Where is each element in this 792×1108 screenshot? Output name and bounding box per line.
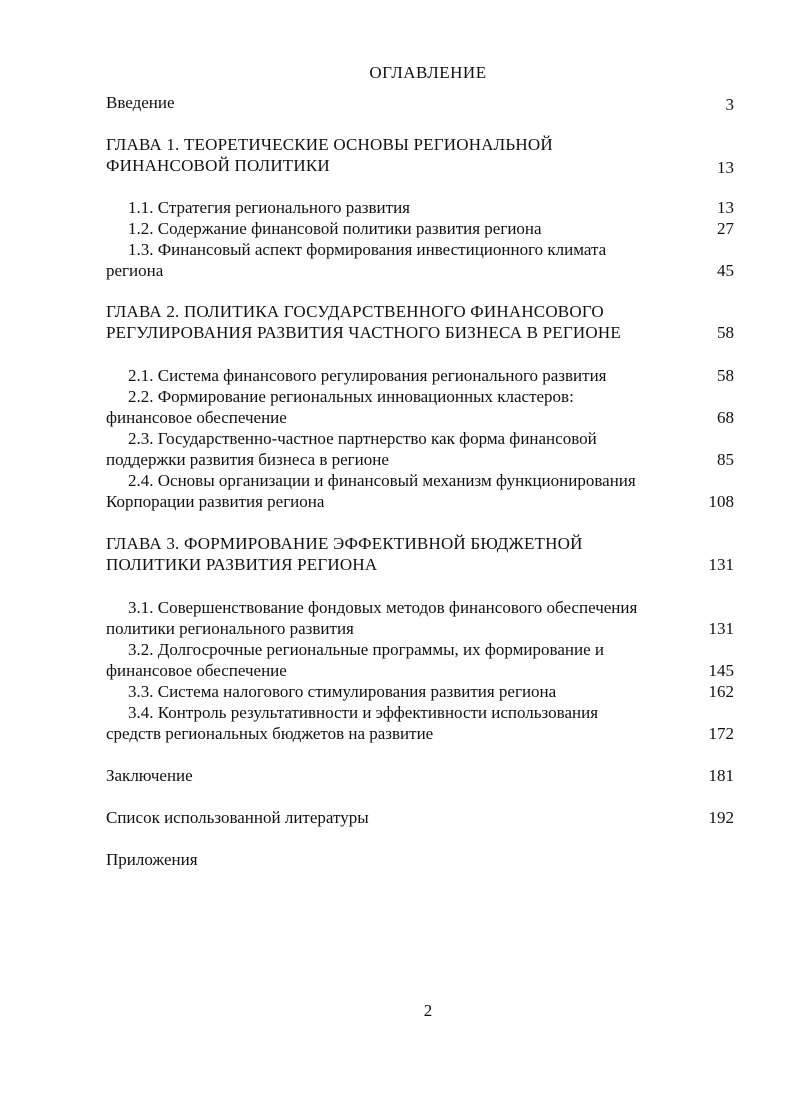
- chapter-title-line1: ГЛАВА 2. ПОЛИТИКА ГОСУДАРСТВЕННОГО ФИНАНСОВОГО: [106, 302, 604, 321]
- section-page: 27: [717, 219, 734, 238]
- toc-title: ОГЛАВЛЕНИЕ: [369, 63, 487, 82]
- section-title-cont: финансовое обеспечение: [106, 661, 287, 680]
- section-title-cont: финансовое обеспечение: [106, 408, 287, 427]
- section-page: 58: [717, 366, 734, 385]
- section-title: 3.3. Система налогового стимулирования развития региона: [128, 682, 557, 701]
- section-page: 131: [708, 619, 734, 638]
- section-page: 162: [708, 682, 734, 701]
- entry-page: 181: [708, 766, 734, 785]
- entry-title: Введение: [106, 93, 175, 112]
- section-title: 2.1. Система финансового регулирования регионального развития: [128, 366, 607, 385]
- section-page: 108: [708, 492, 734, 511]
- entry-page: 3: [725, 95, 734, 114]
- chapter-title-line1: ГЛАВА 3. ФОРМИРОВАНИЕ ЭФФЕКТИВНОЙ БЮДЖЕТНОЙ: [106, 534, 583, 553]
- section-title: 2.2. Формирование региональных инновационных кластеров:: [128, 387, 574, 406]
- section-page: 68: [717, 408, 734, 427]
- chapter-page: 58: [717, 323, 734, 342]
- chapter-title-line2: РЕГУЛИРОВАНИЯ РАЗВИТИЯ ЧАСТНОГО БИЗНЕСА В РЕГИОНЕ: [106, 323, 621, 342]
- section-title: 1.3. Финансовый аспект формирования инвестиционного климата: [128, 240, 607, 259]
- entry-title: Список использованной литературы: [106, 808, 369, 827]
- section-page: 172: [708, 724, 734, 743]
- entry-title: Заключение: [106, 766, 193, 785]
- section-page: 85: [717, 450, 734, 469]
- entry-page: 192: [708, 808, 734, 827]
- section-title: 3.4. Контроль результативности и эффективности использования: [128, 703, 599, 722]
- section-title: 3.1. Совершенствование фондовых методов финансового обеспечения: [128, 598, 638, 617]
- chapter-title-line2: ФИНАНСОВОЙ ПОЛИТИКИ: [106, 156, 330, 175]
- section-title: 2.3. Государственно-частное партнерство как форма финансовой: [128, 429, 597, 448]
- page-number: 2: [423, 1001, 433, 1020]
- chapter-title-line1: ГЛАВА 1. ТЕОРЕТИЧЕСКИЕ ОСНОВЫ РЕГИОНАЛЬНОЙ: [106, 135, 553, 154]
- entry-title: Приложения: [106, 850, 198, 869]
- section-title: 2.4. Основы организации и финансовый механизм функционирования: [128, 471, 636, 490]
- section-title-cont: поддержки развития бизнеса в регионе: [106, 450, 389, 469]
- section-page: 145: [708, 661, 734, 680]
- chapter-page: 131: [708, 555, 734, 574]
- section-title-cont: региона: [106, 261, 164, 280]
- section-title-cont: политики регионального развития: [106, 619, 354, 638]
- section-title: 1.1. Стратегия регионального развития: [128, 198, 410, 217]
- chapter-title-line2: ПОЛИТИКИ РАЗВИТИЯ РЕГИОНА: [106, 555, 378, 574]
- chapter-page: 13: [717, 158, 734, 177]
- section-page: 13: [717, 198, 734, 217]
- section-title: 1.2. Содержание финансовой политики развития региона: [128, 219, 542, 238]
- section-title: 3.2. Долгосрочные региональные программы, их формирование и: [128, 640, 604, 659]
- section-title-cont: Корпорации развития региона: [106, 492, 325, 511]
- section-page: 45: [717, 261, 734, 280]
- section-title-cont: средств региональных бюджетов на развитие: [106, 724, 434, 743]
